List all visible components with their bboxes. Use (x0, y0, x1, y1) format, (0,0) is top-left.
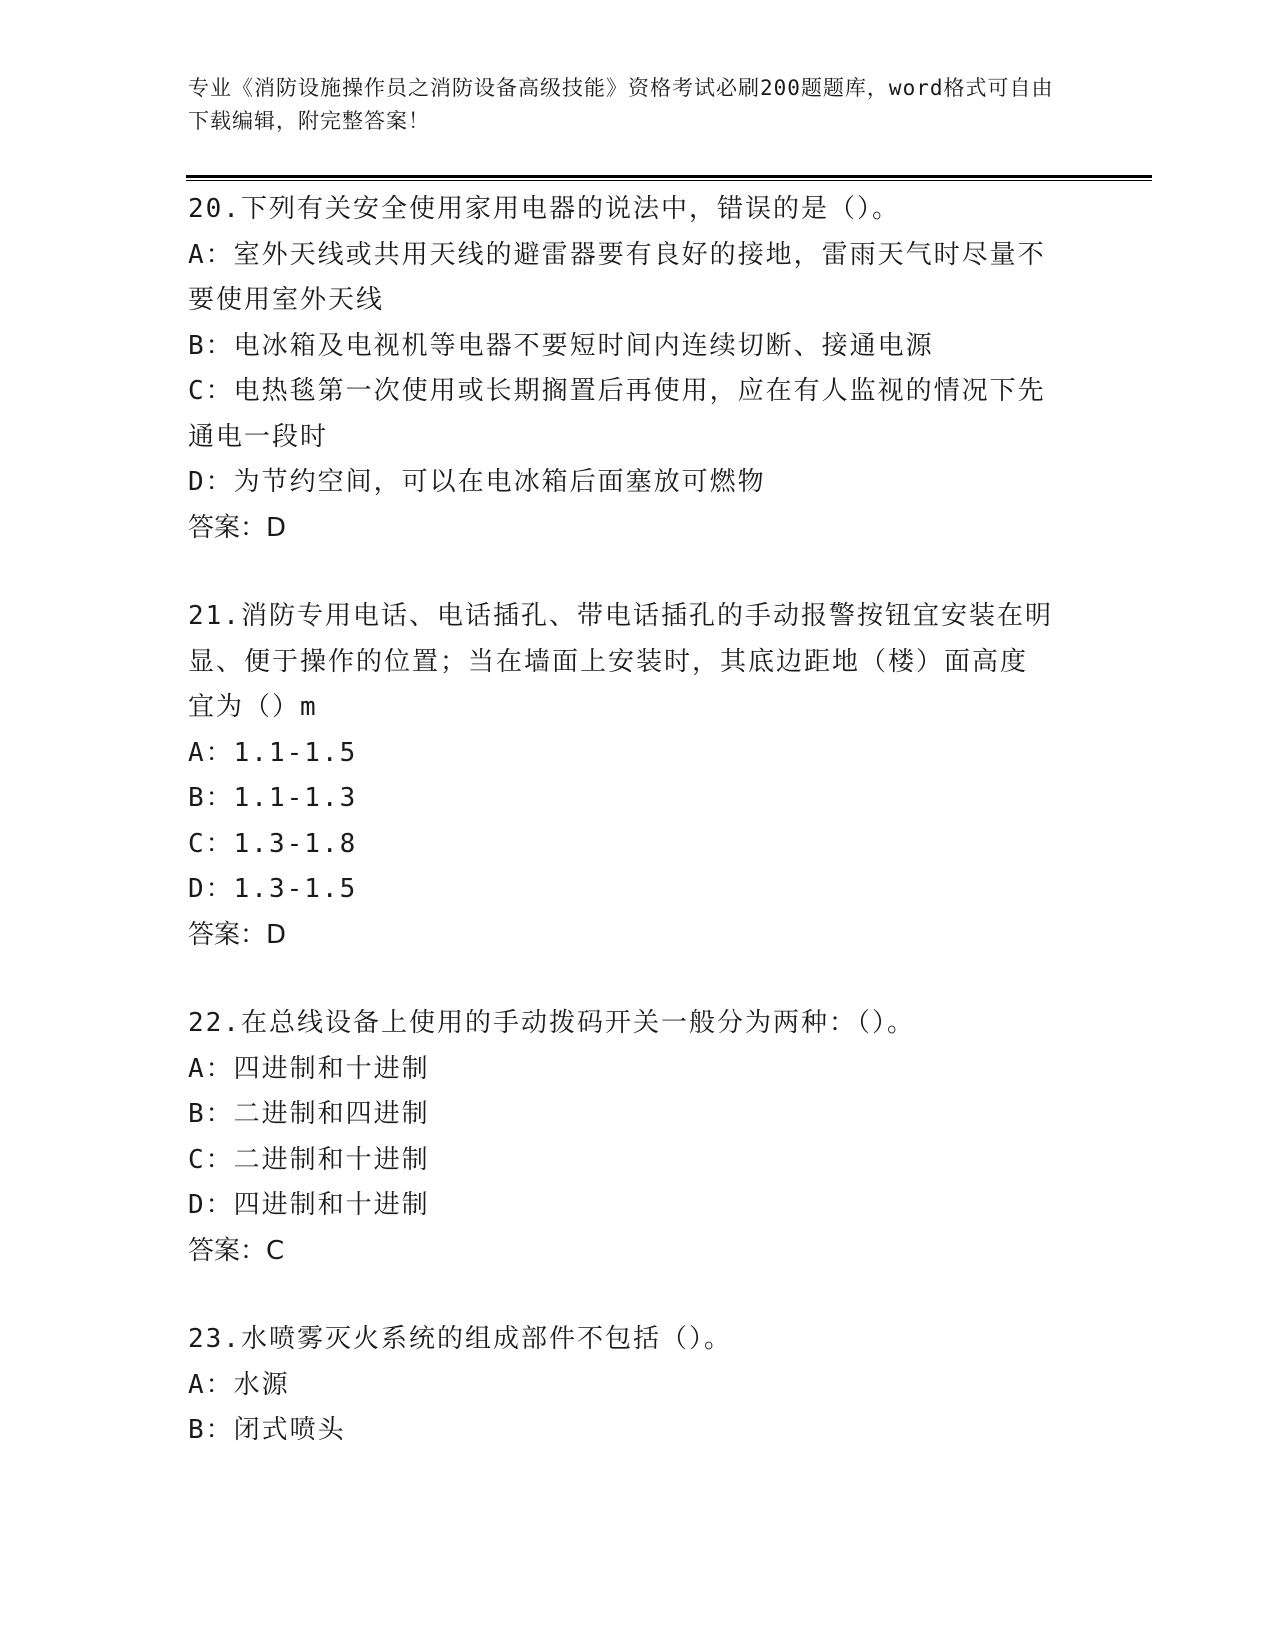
option-b: B：1.1-1.3 (188, 783, 358, 813)
option-a: A：水源 (188, 1369, 290, 1400)
option-c: C：电热毯第一次使用或长期搁置后再使用，应在有人监视的情况下先 (188, 376, 1046, 406)
option-a: A：1.1-1.5 (188, 737, 358, 768)
option-c: C：1.3-1.8 (188, 828, 358, 859)
option-b: B：二进制和四进制 (188, 1099, 430, 1129)
option-d: D：1.3-1.5 (188, 874, 358, 904)
answer: 答案：C (188, 1235, 285, 1266)
question-list (188, 187, 1088, 1497)
question-stem-continued: 宜为（）m (188, 692, 318, 722)
answer: 答案：D (188, 512, 287, 543)
question-stem: 23.水喷雾灭火系统的组成部件不包括（）。 (188, 1324, 732, 1354)
document-header: 专业《消防设施操作员之消防设备高级技能》资格考试必刷200题题库，word格式可自由下载编辑，附完整答案！ (188, 76, 1054, 133)
question-stem: 21.消防专用电话、电话插孔、带电话插孔的手动报警按钮宜安装在明 (188, 601, 1053, 631)
header-divider-thin (186, 180, 1152, 181)
question-21 (188, 594, 1088, 958)
answer: 答案：D (188, 919, 287, 950)
question-stem: 22.在总线设备上使用的手动拨码开关一般分为两种：（）。 (188, 1008, 915, 1038)
question-stem-continued: 显、便于操作的位置；当在墙面上安装时，其底边距地（楼）面高度 (188, 646, 1029, 677)
option-c-continued: 通电一段时 (188, 421, 329, 452)
option-c: C：二进制和十进制 (188, 1144, 430, 1175)
question-23 (188, 1317, 1088, 1454)
option-a: A：室外天线或共用天线的避雷器要有良好的接地，雷雨天气时尽量不 (188, 239, 1046, 270)
question-22 (188, 1001, 1088, 1274)
option-a: A：四进制和十进制 (188, 1053, 430, 1084)
header-divider-thick (186, 175, 1152, 178)
question-stem: 20.下列有关安全使用家用电器的说法中，错误的是（）。 (188, 194, 900, 224)
option-a-continued: 要使用室外天线 (188, 285, 385, 315)
option-d: D：四进制和十进制 (188, 1190, 430, 1220)
option-d: D：为节约空间，可以在电冰箱后面塞放可燃物 (188, 467, 766, 497)
option-b: B：电冰箱及电视机等电器不要短时间内连续切断、接通电源 (188, 330, 934, 361)
question-20 (188, 187, 1088, 551)
option-b: B：闭式喷头 (188, 1415, 346, 1445)
